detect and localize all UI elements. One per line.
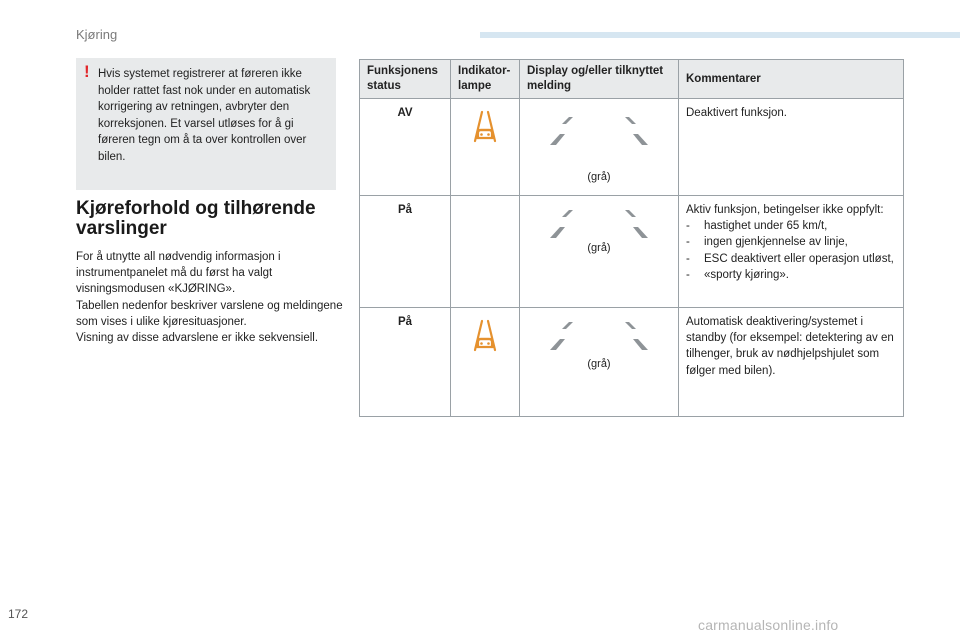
list-item: - hastighet under 65 km/t,: [686, 218, 896, 234]
list-item: - ESC deaktivert eller operasjon utløst,: [686, 251, 896, 267]
row-display: [520, 196, 679, 308]
list-item: - «sporty kjøring».: [686, 267, 896, 283]
display-grey-label: (grå): [587, 170, 611, 183]
row-status: På: [360, 196, 451, 308]
page-number: 172: [8, 607, 29, 621]
list-item: - ingen gjenkjennelse av linje,: [686, 234, 896, 250]
warning-box: [76, 58, 336, 190]
intro-paragraph-3: Visning av disse advarslene er ikke sekvensiell.: [76, 332, 319, 345]
conditions-table: [359, 59, 904, 417]
intro-text: [76, 249, 351, 346]
header-accent-bar: [480, 32, 960, 38]
row-status: AV: [360, 99, 451, 196]
condition-list: [686, 218, 896, 283]
table-row: [360, 308, 904, 417]
display-grey-label: (grå): [587, 357, 611, 370]
section-label: Kjøring: [76, 27, 118, 42]
row-display: [520, 99, 679, 196]
header-comment: Kommentarer: [679, 60, 904, 99]
header-display: Display og/eller tilknyttet melding: [520, 60, 679, 99]
lane-warning-orange-icon: [467, 318, 503, 352]
table-row: [360, 99, 904, 196]
row-lamp: [451, 99, 520, 196]
watermark: carmanualsonline.info: [698, 617, 839, 633]
comment-intro: Aktiv funksjon, betingelser ikke oppfylt:: [686, 204, 884, 216]
header-status: Funksjonens status: [360, 60, 451, 99]
row-comment: [679, 196, 904, 308]
row-status: På: [360, 308, 451, 417]
header-lamp: Indikator-lampe: [451, 60, 520, 99]
lane-warning-orange-icon: [467, 109, 503, 143]
lane-lines-grey-icon: [549, 202, 649, 242]
warning-exclamation-icon: !: [84, 62, 90, 81]
row-lamp: [451, 196, 520, 308]
display-grey-label: (grå): [587, 241, 611, 254]
warning-text: Hvis systemet registrerer at føreren ikke holder rattet fast nok under en automatisk korrigering av retningen, avbryter den korreksjonen. Et varsel utløses for å gi føreren tegn om å ta over kontrollen over bilen.: [98, 68, 311, 163]
intro-paragraph-1: For å utnytte all nødvendig informasjon i instrumentpanelet må du først ha valgt visningsmodusen «KJØRING».: [76, 251, 281, 296]
row-lamp: [451, 308, 520, 417]
section-heading: Kjøreforhold og tilhørende varslinger: [76, 198, 316, 239]
lane-lines-grey-icon: [549, 314, 649, 354]
row-display: [520, 308, 679, 417]
intro-paragraph-2: Tabellen nedenfor beskriver varslene og meldingene som vises i ulike kjøresituasjoner.: [76, 299, 343, 328]
lane-lines-grey-icon: [549, 109, 649, 149]
table-row: [360, 196, 904, 308]
table-header-row: [360, 60, 904, 99]
row-comment: Deaktivert funksjon.: [679, 99, 904, 196]
row-comment: Automatisk deaktivering/systemet i standby (for eksempel: detektering av en tilhenger, bruk av nødhjelpshjulet som følger med bilen).: [679, 308, 904, 417]
